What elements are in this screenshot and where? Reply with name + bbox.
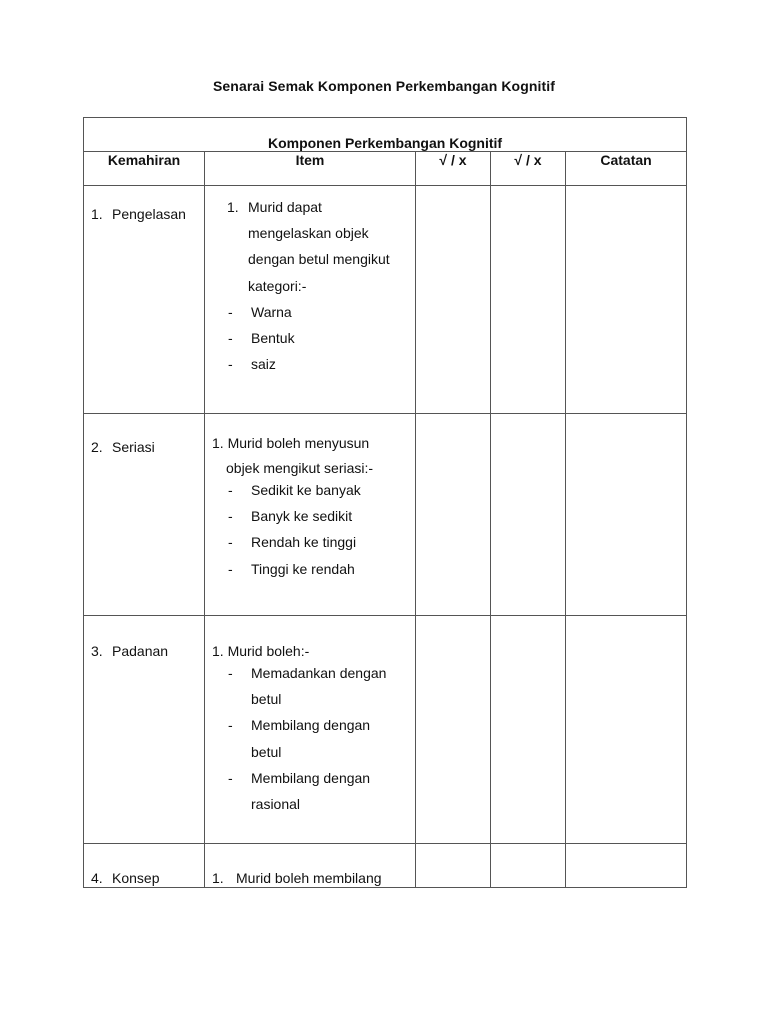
notes-cell[interactable] xyxy=(566,414,687,616)
list-item: - Rendah ke tinggi xyxy=(228,534,357,551)
header-notes: Catatan xyxy=(566,152,687,186)
table-row xyxy=(84,844,687,888)
header-item: Item xyxy=(205,152,416,186)
list-item: - Sedikit ke banyak xyxy=(228,482,361,498)
list-item: - Bentuk xyxy=(228,330,295,347)
notes-cell[interactable] xyxy=(566,186,687,414)
header-check-1: √ / x xyxy=(416,152,491,186)
item-cell: 1. Murid boleh menyusun objek mengikut seriasi:- - Sedikit ke banyak - Banyk ke sedikit - Rendah ke tinggi - Tinggi ke rendah xyxy=(205,414,416,616)
header-check-2: √ / x xyxy=(491,152,566,186)
list-item: - Membilang dengan xyxy=(228,717,371,734)
table-banner: Komponen Perkembangan Kognitif xyxy=(84,118,687,152)
skill-label: Padanan xyxy=(112,643,169,659)
skill-cell: 1. Pengelasan xyxy=(84,186,205,414)
check-cell-1[interactable] xyxy=(416,844,491,888)
item-cell: 1. Murid boleh:- - Memadankan dengan betul - Membilang dengan betul - Membilang dengan rasional xyxy=(205,616,416,844)
check-cell-2[interactable] xyxy=(491,844,566,888)
check-cell-1[interactable] xyxy=(416,414,491,616)
notes-cell[interactable] xyxy=(566,844,687,888)
list-item: - Warna xyxy=(228,303,292,320)
checklist-table xyxy=(83,117,687,888)
skill-cell: 4. Konsep xyxy=(84,844,205,888)
notes-cell[interactable] xyxy=(566,616,687,844)
check-cell-2[interactable] xyxy=(491,186,566,414)
check-cell-2[interactable] xyxy=(491,616,566,844)
skill-label: Pengelasan xyxy=(112,206,186,222)
list-item: - Tinggi ke rendah xyxy=(228,560,355,577)
list-item: - Banyk ke sedikit xyxy=(228,508,353,525)
table-row xyxy=(84,186,687,414)
check-cell-1[interactable] xyxy=(416,616,491,844)
header-row xyxy=(84,152,687,186)
item-cell: 1. Murid dapat mengelaskan objek dengan betul mengikut kategori:- - Warna - Bentuk - saiz xyxy=(205,186,416,414)
skill-cell: 3. Padanan xyxy=(84,616,205,844)
list-item: - saiz xyxy=(228,356,276,373)
skill-label: Seriasi xyxy=(112,439,155,455)
skill-cell: 2. Seriasi xyxy=(84,414,205,616)
check-cell-1[interactable] xyxy=(416,186,491,414)
list-item: - Memadankan dengan xyxy=(228,665,387,681)
skill-label: Konsep xyxy=(112,870,160,886)
header-skill: Kemahiran xyxy=(84,152,205,186)
table-row xyxy=(84,414,687,616)
document-title: Senarai Semak Komponen Perkembangan Kognitif xyxy=(212,78,556,94)
list-item: - Membilang dengan xyxy=(228,769,371,786)
check-cell-2[interactable] xyxy=(491,414,566,616)
table-row xyxy=(84,616,687,844)
item-cell: 1. Murid boleh membilang xyxy=(205,844,416,888)
